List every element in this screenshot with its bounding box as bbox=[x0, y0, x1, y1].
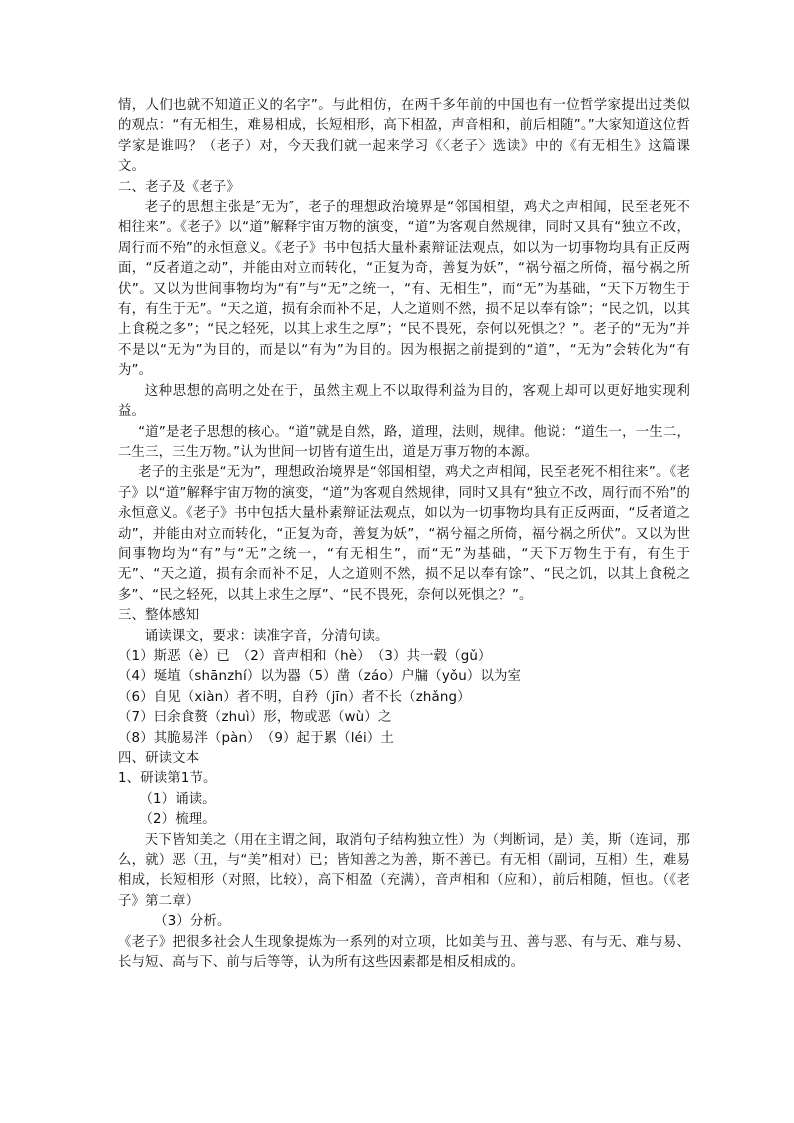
annotated-text-paragraph: 天下皆知美之（用在主谓之间，取消句子结构独立性）为（判断词，是）美，斯（连词，那么，就）恶（丑，与“美”相对）已；皆知善之为善，斯不善已。有无相（副词，互相）生，难易相成，长短相形（对照，比较），高下相盈（充满），音声相和（应和），前后相随，恒也。（《老子》第二章） bbox=[118, 832, 690, 909]
section-heading-2: 二、老子及《老子》 bbox=[118, 179, 240, 195]
subsection-heading: 1、研读第1节。 bbox=[118, 771, 217, 787]
pronunciation-item: （1）斯恶（è）已 （2）音声相和（hè） （3）共一毂（gǔ） bbox=[118, 648, 492, 664]
document-page bbox=[118, 96, 690, 973]
pronunciation-item: （6）自见（xiàn）者不明，自矜（jīn）者不长（zhǎng） bbox=[118, 689, 471, 705]
pronunciation-item: （4）埏埴（shānzhí）以为器（5）凿（záo）户牖（yǒu）以为室 bbox=[118, 669, 522, 685]
step-sort: （2）梳理。 bbox=[139, 812, 216, 828]
laozi-thought-paragraph: 老子的思想主张是″无为″，老子的理想政治境界是“邻国相望，鸡犬之声相闻，民至老死不相往来”。《老子》以“道”解释宇宙万物的演变，“道”为客观自然规律，同时又具有“独立不改，周行而不殆”的永恒意义。《老子》书中包括大量朴素辩证法观点，如以为一切事物均具有正反两面，“反者道之动”，并能由对立而转化，“正复为奇，善复为妖”，“祸兮福之所倚，福兮祸之所伏”。又以为世间事物均为“有”与“无”之统一，“有、无相生”，而“无”为基础，“天下万物生于有，有生于无”。“天之道，损有余而补不足，人之道则不然，损不足以奉有馀”；“民之饥，以其上食税之多”；“民之轻死，以其上求生之厚”；“民不畏死，奈何以死惧之？”。老子的“无为”并不是以“无为”为目的，而是以“有为”为目的。因为根据之前提到的“道”，“无为”会转化为“有为”。 bbox=[118, 200, 690, 379]
intro-paragraph: 情，人们也就不知道正义的名字”。与此相仿，在两千多年前的中国也有一位哲学家提出过类似的观点：“有无相生，难易相成，长短相形，高下相盈，声音相和，前后相随”。”大家知道这位哲学家是谁吗？（老子）对，今天我们就一起来学习《〈老子〉选读》中的《有无相生》这篇课文。 bbox=[118, 98, 690, 175]
pronunciation-item: （8）其脆易泮（pàn） （9）起于累（léi）土 bbox=[118, 730, 394, 746]
wisdom-paragraph: 这种思想的高明之处在于，虽然主观上不以取得利益为目的，客观上却可以更好地实现利益。 bbox=[118, 383, 690, 420]
laozi-claim-paragraph: 老子的主张是“无为”，理想政治境界是“邻国相望，鸡犬之声相闻，民至老死不相往来”。《老子》以“道”解释宇宙万物的演变，“道”为客观自然规律，同时又具有“独立不改，周行而不殆”的永恒意义。《老子》书中包括大量朴素辩证法观点，如以为一切事物均具有正反两面，“反者道之动”，并能由对立而转化，“正复为奇，善复为妖”，“祸兮福之所倚，福兮祸之所伏”。又以为世间事物均为“有”与“无”之统一，“有无相生”，而“无”为基础，“天下万物生于有，有生于无”、“天之道，损有余而补不足，人之道则不然，损不足以奉有馀”、“民之饥，以其上食税之多”、“民之轻死，以其上求生之厚”、“民不畏死，奈何以死惧之？”。 bbox=[118, 465, 690, 603]
section-heading-4: 四、研读文本 bbox=[118, 751, 200, 766]
pronunciation-item: （7）曰余食赘（zhuì）形，物或恶（wù）之 bbox=[118, 710, 392, 726]
step-recite: （1）诵读。 bbox=[139, 791, 216, 807]
section-heading-3: 三、整体感知 bbox=[118, 608, 200, 624]
reading-instruction: 诵读课文，要求：读准字音，分清句读。 bbox=[144, 628, 389, 644]
analysis-paragraph: 《老子》把很多社会人生现象提炼为一系列的对立项，比如美与丑、善与恶、有与无、难与易、长与短、高与下、前与后等等，认为所有这些因素都是相反相成的。 bbox=[118, 934, 690, 971]
step-analyze: （3）分析。 bbox=[154, 914, 231, 930]
dao-paragraph: “道”是老子思想的核心。“道”就是自然，路，道理，法则，规律。他说：“道生一，一生二，二生三，三生万物。”认为世间一切皆有道生出，道是万事万物的本源。 bbox=[118, 424, 690, 460]
